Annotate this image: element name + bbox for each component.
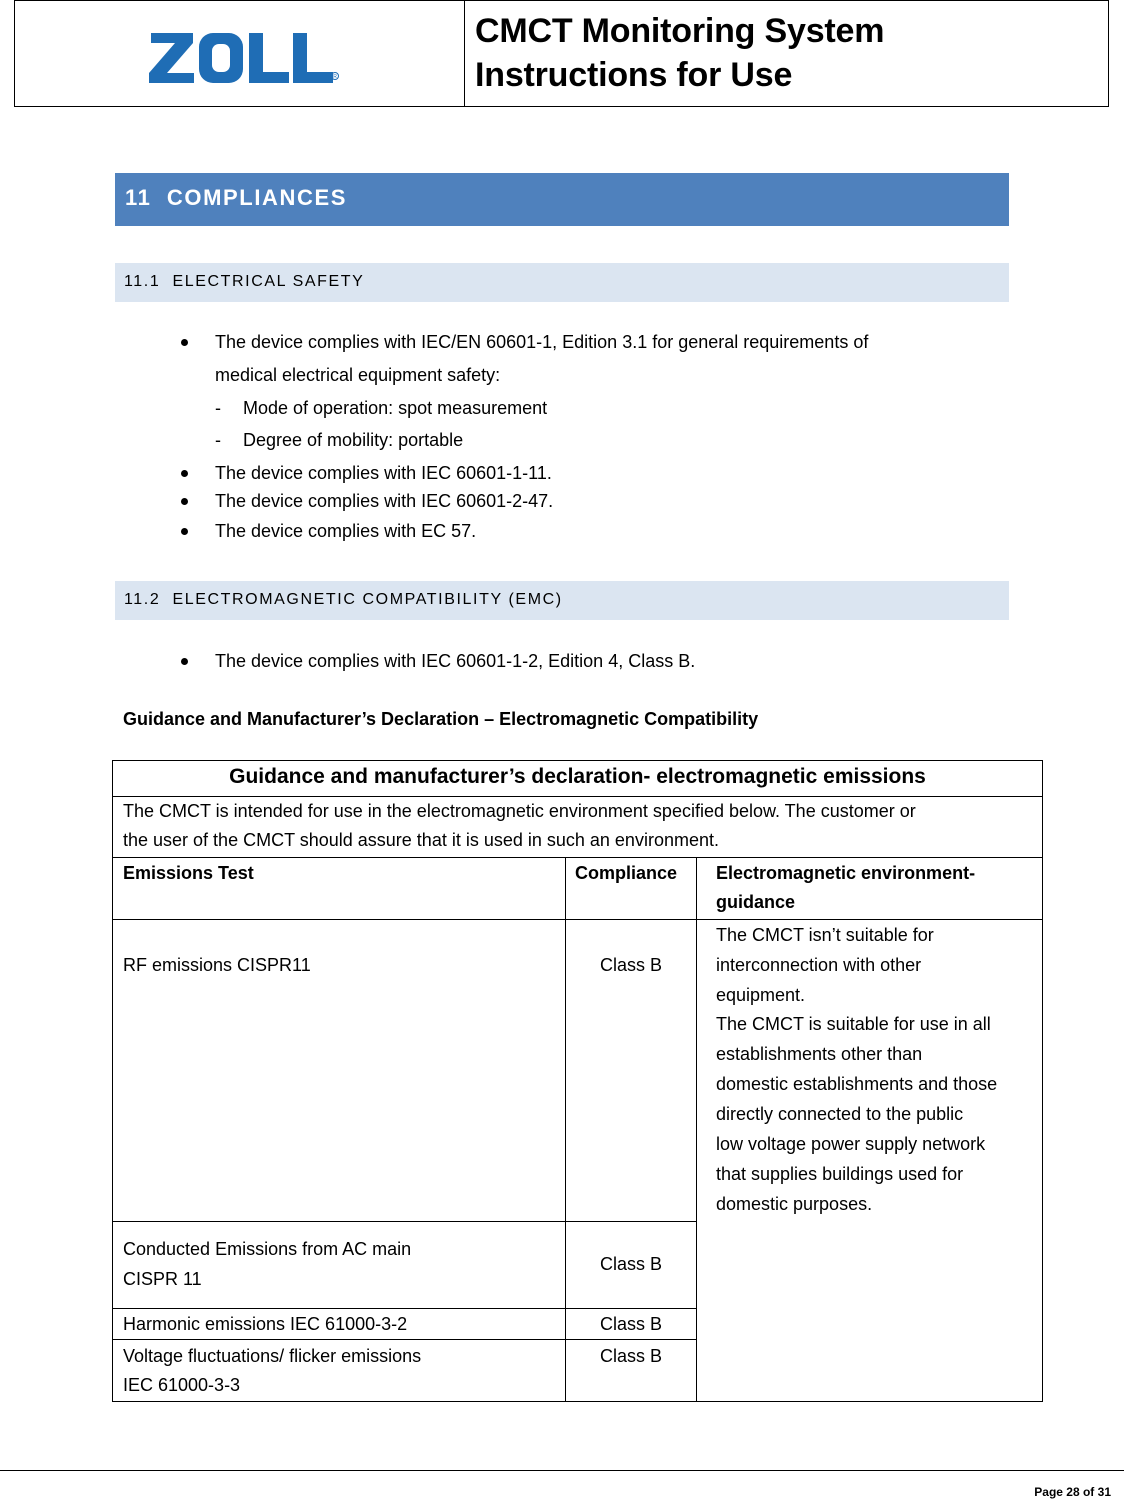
bullet-icon bbox=[181, 658, 188, 665]
guidance-line: that supplies buildings used for bbox=[716, 1164, 964, 1184]
subsection-heading-emc bbox=[115, 581, 1009, 620]
dash-item-text: Degree of mobility: portable bbox=[243, 430, 464, 450]
subsection-number: 11.2 bbox=[124, 591, 161, 608]
document-title-line2: Instructions for Use bbox=[475, 56, 793, 94]
table-cell-test: Harmonic emissions IEC 61000-3-2 bbox=[123, 1314, 408, 1334]
guidance-line: directly connected to the public bbox=[716, 1104, 964, 1124]
section-number: 11 bbox=[125, 185, 152, 210]
guidance-line: domestic establishments and those bbox=[716, 1074, 998, 1094]
subsection-number: 11.1 bbox=[124, 273, 161, 290]
dash-icon: - bbox=[215, 430, 221, 450]
guidance-line: domestic purposes. bbox=[716, 1194, 873, 1214]
bullet-text: The device complies with IEC 60601-1-11. bbox=[215, 463, 552, 483]
table-cell-test-continued: CISPR 11 bbox=[123, 1269, 202, 1289]
section-heading bbox=[115, 173, 1009, 226]
guidance-line: low voltage power supply network bbox=[716, 1134, 986, 1154]
zoll-logo bbox=[149, 29, 339, 87]
column-header-environment-continued: guidance bbox=[716, 892, 796, 912]
bullet-icon bbox=[181, 528, 188, 535]
dash-item-text: Mode of operation: spot measurement bbox=[243, 398, 548, 418]
subsection-title: ELECTRICAL SAFETY bbox=[172, 273, 365, 290]
table-cell-test: Voltage fluctuations/ flicker emissions bbox=[123, 1346, 422, 1366]
bullet-text: The device complies with IEC 60601-1-2, Edition 4, Class B. bbox=[215, 651, 696, 671]
page-number: Page 28 of 31 bbox=[1034, 1485, 1111, 1499]
column-header-compliance: Compliance bbox=[575, 863, 678, 883]
table-cell-compliance: Class B bbox=[599, 1254, 662, 1274]
guidance-line: equipment. bbox=[716, 985, 806, 1005]
section-title: COMPLIANCES bbox=[166, 185, 348, 210]
guidance-line: The CMCT is suitable for use in all bbox=[716, 1014, 991, 1034]
emissions-table bbox=[112, 760, 1043, 1402]
table-cell-test-continued: IEC 61000-3-3 bbox=[123, 1375, 241, 1395]
table-cell-compliance: Class B bbox=[599, 1314, 662, 1334]
table-cell-test: RF emissions CISPR11 bbox=[123, 955, 311, 975]
table-cell-compliance: Class B bbox=[599, 955, 662, 975]
guidance-line: The CMCT isn’t suitable for bbox=[716, 925, 934, 945]
table-intro-line1: The CMCT is intended for use in the electromagnetic environment specified below. The customer or bbox=[123, 801, 916, 821]
guidance-line: interconnection with other bbox=[716, 955, 922, 975]
header-title-cell bbox=[465, 1, 1108, 106]
bullet-text-continued: medical electrical equipment safety: bbox=[215, 365, 501, 385]
guidance-heading: Guidance and Manufacturer’s Declaration – Electromagnetic Compatibility bbox=[123, 709, 759, 729]
bullet-icon bbox=[181, 470, 188, 477]
svg-text:R: R bbox=[333, 74, 337, 80]
column-header-emissions-test: Emissions Test bbox=[123, 863, 254, 883]
bullet-text: The device complies with IEC/EN 60601-1, Edition 3.1 for general requirements of bbox=[215, 332, 869, 352]
subsection-title: ELECTROMAGNETIC COMPATIBILITY (EMC) bbox=[172, 591, 563, 608]
bullet-text: The device complies with EC 57. bbox=[215, 521, 477, 541]
table-cell-test: Conducted Emissions from AC main bbox=[123, 1239, 412, 1259]
bullet-text: The device complies with IEC 60601-2-47. bbox=[215, 491, 554, 511]
document-header bbox=[14, 0, 1109, 107]
table-cell-compliance: Class B bbox=[599, 1346, 662, 1366]
guidance-line: establishments other than bbox=[716, 1044, 923, 1064]
column-header-environment: Electromagnetic environment- bbox=[716, 863, 976, 883]
table-intro-line2: the user of the CMCT should assure that it is used in such an environment. bbox=[123, 830, 719, 850]
subsection-heading-electrical-safety bbox=[115, 263, 1009, 302]
header-logo-cell bbox=[15, 1, 465, 106]
footer-divider bbox=[0, 1470, 1124, 1471]
document-title-line1: CMCT Monitoring System bbox=[475, 12, 885, 50]
bullet-icon bbox=[181, 498, 188, 505]
table-title: Guidance and manufacturer’s declaration- electromagnetic emissions bbox=[229, 765, 926, 788]
dash-icon: - bbox=[215, 398, 221, 418]
bullet-icon bbox=[181, 339, 188, 346]
